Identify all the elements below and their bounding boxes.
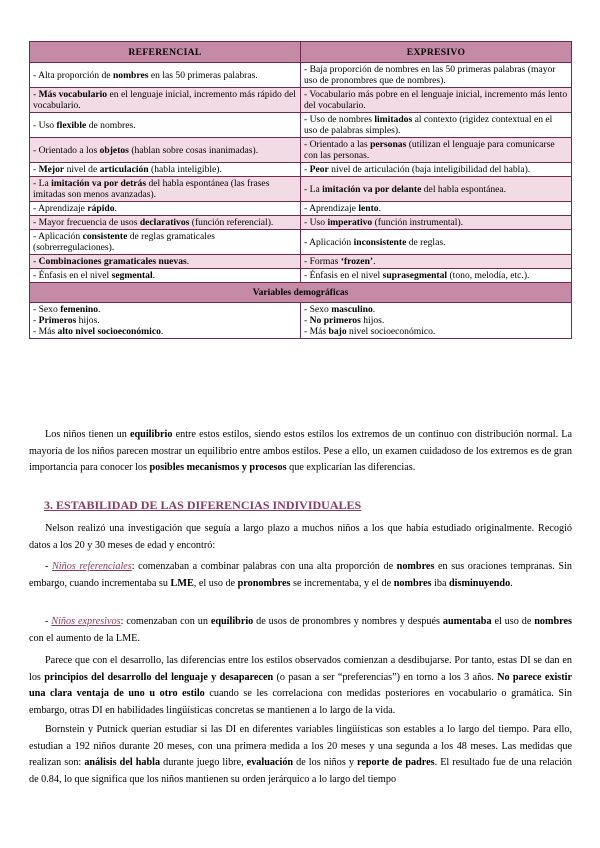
table-row	[30, 163, 572, 177]
cell-expresivo: - Énfasis en el nivel suprasegmental (tono, melodía, etc.).	[301, 269, 572, 283]
cell-expresivo: - Formas ‘frozen’.	[301, 255, 572, 269]
list-item: - Sexo masculino.	[304, 304, 376, 315]
cell-expresivo: - Peor nivel de articulación (baja inteligibilidad del habla).	[301, 163, 572, 177]
paragraph-referenciales: - Niños referenciales: comenzaban a combinar palabras con una alta proporción de nombres en sus oraciones tempranas. Sin embargo, cuando incrementaba su LME, el uso de pronombres se incrementaba, y el de nombres iba disminuyendo.	[29, 561, 572, 589]
list-item: - Más bajo nivel socioeconómico.	[304, 326, 436, 337]
table-header-row	[30, 42, 572, 63]
cell-expresivo: - Aprendizaje lento.	[301, 202, 572, 216]
paragraph-nelson: Nelson realizó una investigación que seguía a largo plazo a muchos niños a los que había estudiado originalmente. Recogió datos a los 20 y 30 meses de edad y encontró:	[29, 523, 572, 551]
table-row	[30, 230, 572, 255]
list-item: - Sexo femenino.	[33, 304, 101, 315]
comparison-table	[29, 41, 572, 339]
cell-referencial: - La imitación va por detrás del habla espontánea (las frases imitadas son menos avanzadas).	[30, 177, 301, 202]
cell-expresivo: - Aplicación inconsistente de reglas.	[301, 230, 572, 255]
cell-referencial: - Alta proporción de nombres en las 50 primeras palabras.	[30, 63, 301, 88]
cell-demographic-left	[30, 303, 301, 339]
header-expresivo: EXPRESIVO	[301, 42, 572, 63]
table-row	[30, 113, 572, 138]
section-title: Variables demográficas	[30, 283, 572, 303]
paragraph-desarrollo: Parece que con el desarrollo, las diferencias entre los estilos observados comienzan a desdibujarse. Por tanto, estas DI se dan en los principios del desarrollo del lenguaje y desaparecen (o pasan a ser “preferencias”) en torno a los 3 años. No parece existir una clara ventaja de uno u otro estilo cuando se les correlaciona con medidas posteriores en vocabulario o gramática. Sin embargo, otras DI en habilidades lingüísticas concretas se mantienen a lo largo de la vida.	[29, 655, 572, 716]
cell-referencial: - Orientado a los objetos (hablan sobre cosas inanimadas).	[30, 138, 301, 163]
section-row	[30, 283, 572, 303]
cell-expresivo: - Uso de nombres limitados al contexto (rigidez contextual en el uso de palabras simples).	[301, 113, 572, 138]
table-row	[30, 303, 572, 339]
cell-referencial: - Énfasis en el nivel segmental.	[30, 269, 301, 283]
cell-referencial: - Uso flexible de nombres.	[30, 113, 301, 138]
cell-expresivo: - Uso imperativo (función instrumental).	[301, 216, 572, 230]
table-row	[30, 255, 572, 269]
cell-referencial: - Mejor nivel de articulación (habla inteligible).	[30, 163, 301, 177]
cell-referencial: - Más vocabulario en el lenguaje inicial, incremento más rápido del vocabulario.	[30, 88, 301, 113]
cell-referencial: - Aplicación consistente de reglas gramaticales (sobrerregulaciones).	[30, 230, 301, 255]
cell-expresivo: - Baja proporción de nombres en las 50 primeras palabras (mayor uso de pronombres que de nombres).	[301, 63, 572, 88]
table-row	[30, 216, 572, 230]
cell-referencial: - Aprendizaje rápido.	[30, 202, 301, 216]
cell-referencial: - Mayor frecuencia de usos declarativos (función referencial).	[30, 216, 301, 230]
list-item: - Primeros hijos.	[33, 315, 100, 326]
cell-expresivo: - La imitación va por delante del habla espontánea.	[301, 177, 572, 202]
table-row	[30, 177, 572, 202]
section-heading: 3. ESTABILIDAD DE LAS DIFERENCIAS INDIVIDUALES	[44, 498, 362, 512]
cell-referencial: - Combinaciones gramaticales nuevas.	[30, 255, 301, 269]
table-row	[30, 202, 572, 216]
table-row	[30, 269, 572, 283]
paragraph-bornstein: Bornstein y Putnick querían estudiar si las DI en diferentes variables lingüísticas son estables a lo largo del tiempo. Para ello, estudian a 192 niños durante 20 meses, con una primera medida a los 20 meses y una segunda a los 48 meses. Las medidas que realizan son: análisis del habla durante juego libre, evaluación de los niños y reporte de padres. El resultado fue de una relación de 0.84, lo que significa que los niños mantienen su orden jerárquico a lo largo del tiempo	[29, 724, 572, 785]
table-row	[30, 63, 572, 88]
list-item: - Más alto nivel socioeconómico.	[33, 326, 164, 337]
cell-expresivo: - Vocabulario más pobre en el lenguaje inicial, incremento más lento del vocabulario.	[301, 88, 572, 113]
table-row	[30, 88, 572, 113]
cell-expresivo: - Orientado a las personas (utilizan el lenguaje para comunicarse con las personas.	[301, 138, 572, 163]
cell-demographic-right	[301, 303, 572, 339]
table-row	[30, 138, 572, 163]
list-item: - No primeros hijos.	[304, 315, 385, 326]
paragraph-equilibrio: Los niños tienen un equilibrio entre estos estilos, siendo estos estilos los extremos de un continuo con distribución normal. La mayoría de los niños parecen mostrar un equilibrio entre ambos estilos. Pese a ello, un examen cuidadoso de los extremos es de gran importancia para conocer los posibles mecanismos y procesos que explicarían las diferencias.	[29, 429, 573, 474]
header-referencial: REFERENCIAL	[30, 42, 301, 63]
paragraph-expresivos: - Niños expresivos: comenzaban con un equilibrio de usos de pronombres y nombres y después aumentaba el uso de nombres con el aumento de la LME.	[29, 616, 572, 644]
